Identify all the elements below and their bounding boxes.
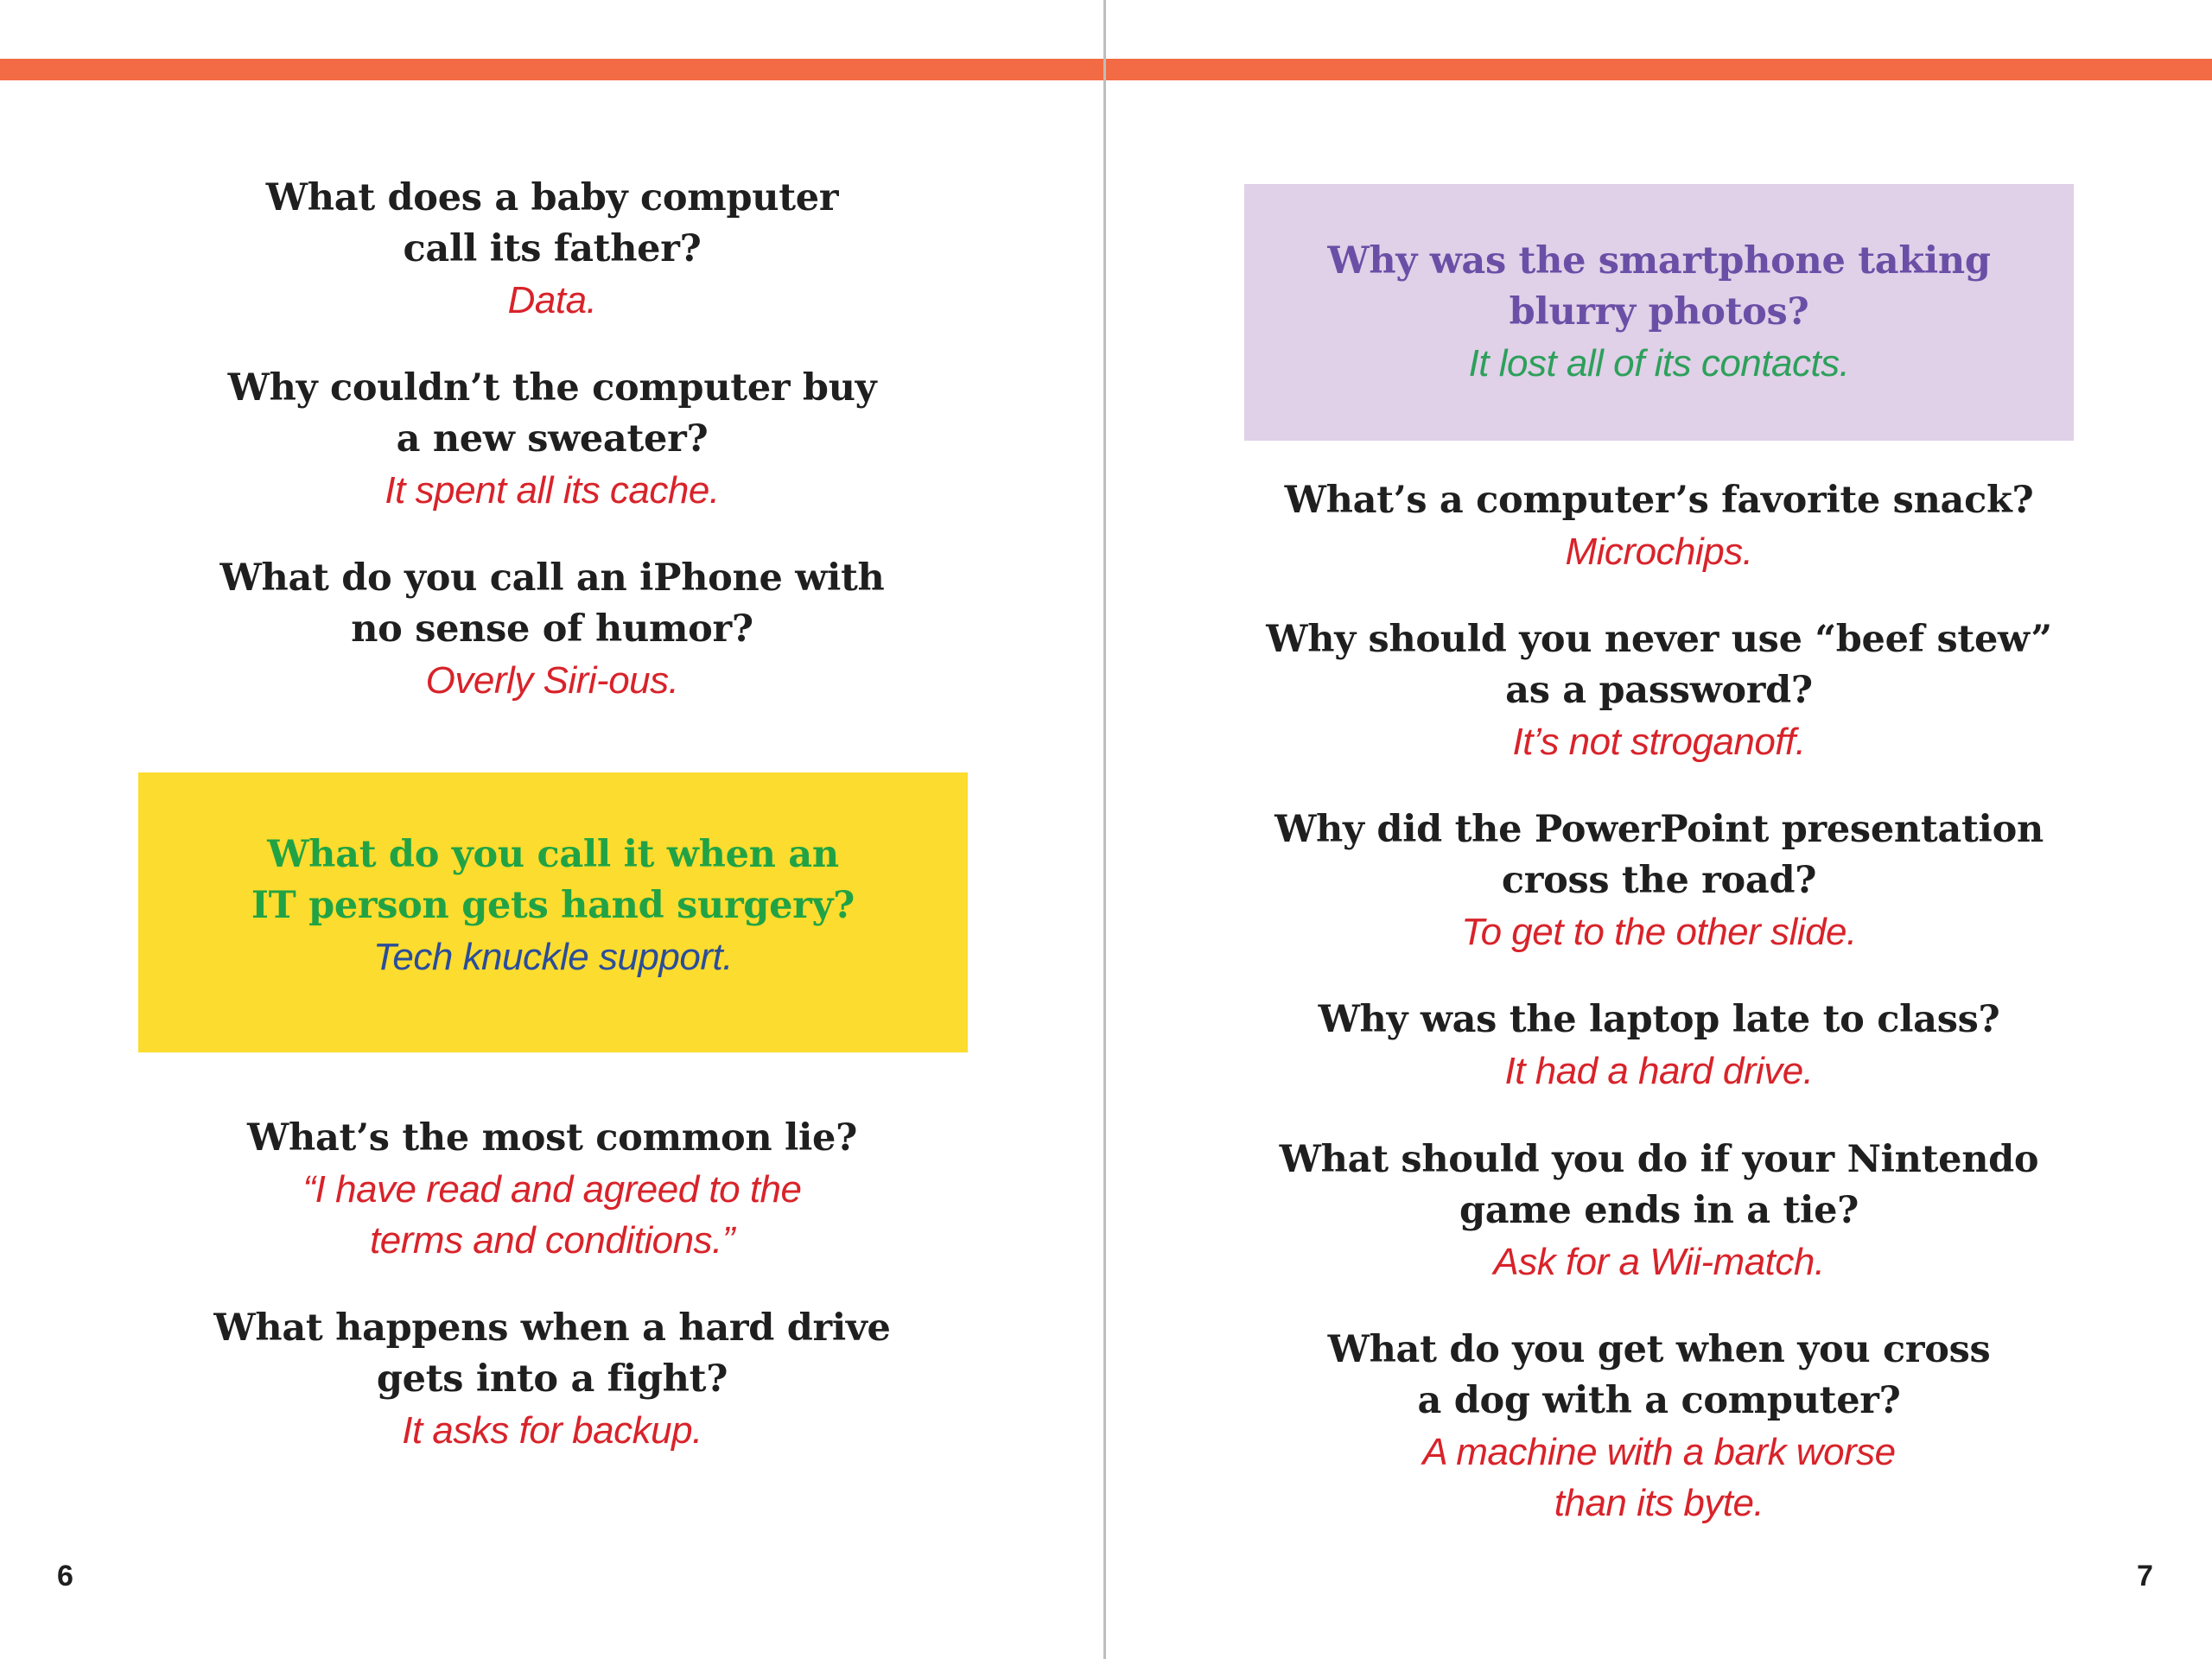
joke-question: cross the road?	[1501, 859, 1817, 902]
joke-question: What does a baby computer	[265, 176, 839, 219]
joke-baby-computer	[120, 173, 984, 326]
joke-question: What do you call it when an	[267, 833, 839, 876]
page-number: 7	[2137, 1560, 2153, 1592]
joke-smartphone	[1244, 236, 2074, 389]
joke-answer: A machine with a bark worse	[1422, 1431, 1896, 1473]
joke-answer: Microchips.	[1565, 531, 1753, 573]
joke-question: IT person gets hand surgery?	[251, 884, 855, 927]
joke-answer: Tech knuckle support.	[373, 936, 733, 978]
joke-question: What do you call an iPhone with	[219, 556, 885, 600]
joke-question: as a password?	[1505, 669, 1813, 712]
joke-common-lie	[120, 1113, 984, 1266]
joke-laptop-late	[1227, 995, 2091, 1096]
joke-powerpoint	[1227, 804, 2091, 957]
joke-answer: than its byte.	[1554, 1482, 1764, 1524]
joke-answer: It had a hard drive.	[1504, 1050, 1814, 1092]
joke-nintendo	[1227, 1135, 2091, 1287]
joke-question: What should you do if your Nintendo	[1279, 1138, 2039, 1181]
joke-question: Why was the laptop late to class?	[1318, 998, 2000, 1041]
joke-question: a dog with a computer?	[1417, 1379, 1901, 1422]
joke-question: a new sweater?	[396, 417, 709, 461]
joke-question: no sense of humor?	[351, 607, 753, 651]
joke-answer: It spent all its cache.	[385, 469, 720, 512]
joke-iphone	[120, 553, 984, 706]
joke-answer: Overly Siri-ous.	[425, 659, 679, 702]
joke-answer: “I have read and agreed to the	[302, 1168, 802, 1211]
right-page	[1106, 0, 2212, 1659]
joke-question: gets into a fight?	[376, 1357, 728, 1401]
joke-beef-stew	[1227, 614, 2091, 767]
joke-answer: To get to the other slide.	[1461, 911, 1857, 953]
joke-hard-drive-fight	[120, 1303, 984, 1456]
joke-snack	[1227, 475, 2091, 577]
joke-question: blurry photos?	[1509, 290, 1809, 334]
left-page	[0, 0, 1103, 1659]
joke-question: Why did the PowerPoint presentation	[1274, 808, 2044, 851]
joke-hand-surgery	[138, 830, 968, 982]
page-number: 6	[57, 1560, 73, 1592]
highlight-box-lilac	[1244, 184, 2074, 441]
highlight-box-yellow	[138, 772, 968, 1052]
joke-question: Why couldn’t the computer buy	[227, 366, 877, 410]
joke-question: What do you get when you cross	[1327, 1328, 1991, 1371]
joke-dog-computer	[1227, 1325, 2091, 1529]
joke-question: Why should you never use “beef stew”	[1266, 618, 2052, 661]
joke-sweater	[120, 363, 984, 516]
joke-answer: It lost all of its contacts.	[1468, 342, 1850, 385]
joke-question: What’s a computer’s favorite snack?	[1284, 479, 2034, 522]
joke-question: call its father?	[403, 227, 702, 270]
joke-answer: Data.	[507, 279, 597, 321]
joke-question: Why was the smartphone taking	[1327, 239, 1991, 283]
joke-answer: terms and conditions.”	[370, 1219, 734, 1262]
joke-answer: It’s not stroganoff.	[1512, 721, 1806, 763]
joke-answer: It asks for backup.	[402, 1409, 702, 1452]
joke-answer: Ask for a Wii-match.	[1493, 1241, 1825, 1283]
joke-question: What’s the most common lie?	[247, 1116, 857, 1160]
joke-question: game ends in a tie?	[1459, 1189, 1859, 1232]
joke-question: What happens when a hard drive	[213, 1306, 891, 1350]
